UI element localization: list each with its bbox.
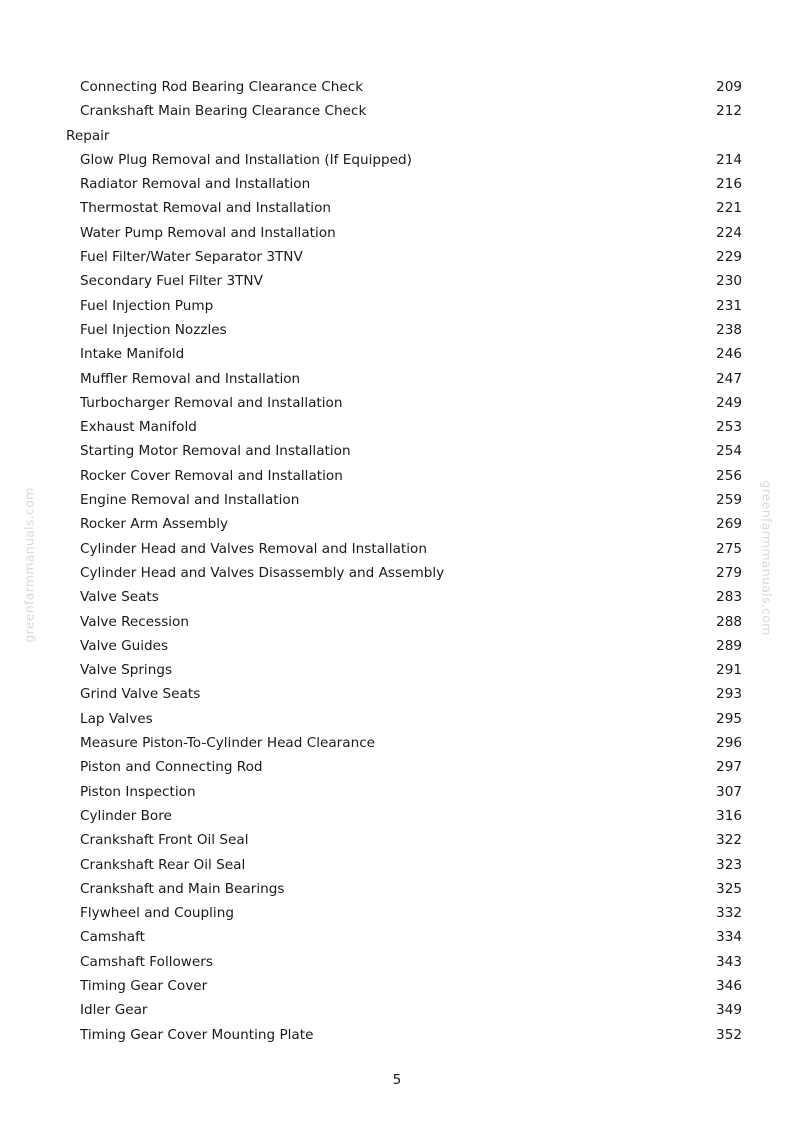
toc-entry-page: 289 [716,637,742,654]
toc-entry-title: Valve Recession [80,613,189,630]
toc-entry-page: 253 [716,419,742,436]
toc-entry[interactable] [0,998,794,1022]
toc-entry-title: Fuel Injection Nozzles [80,321,227,338]
toc-entry-page: 283 [716,589,742,606]
toc-entry-page: 275 [716,540,742,557]
toc-entry[interactable] [0,755,794,779]
toc-entry[interactable] [0,148,794,172]
toc-entry-title: Water Pump Removal and Installation [80,224,336,241]
toc-entry-title: Muffler Removal and Installation [80,370,301,387]
toc-entry-title: Piston Inspection [80,783,196,800]
toc-entry[interactable] [0,780,794,804]
toc-entry-page: 238 [716,321,742,338]
toc-entry-title: Thermostat Removal and Installation [80,200,331,217]
toc-entry-page: 209 [716,79,742,95]
toc-entry[interactable] [0,172,794,196]
toc-entry-title: Engine Removal and Installation [80,492,300,509]
toc-entry-page: 230 [716,273,742,290]
toc-entry[interactable] [0,877,794,901]
toc-entry[interactable] [0,512,794,536]
toc-section-heading[interactable] [0,124,794,148]
toc-entry-title: Starting Motor Removal and Installation [80,443,351,460]
toc-entry[interactable] [0,488,794,512]
toc-entry[interactable] [0,828,794,852]
toc-entry-page: 322 [716,832,742,849]
toc-entry[interactable] [0,342,794,366]
toc-entry-page: 221 [716,200,742,217]
toc-entry-page: 279 [716,564,742,581]
toc-entry[interactable] [0,901,794,925]
toc-entry[interactable] [0,221,794,245]
toc-entry[interactable] [0,707,794,731]
toc-entry-title: Glow Plug Removal and Installation (If Equipped) [80,151,412,168]
toc-entry[interactable] [0,537,794,561]
toc-entry-page: 216 [716,176,742,193]
toc-entry-page: 332 [716,905,742,922]
toc-entry[interactable] [0,367,794,391]
toc-entry-page: 325 [716,880,742,897]
toc-entry-page: 212 [716,103,742,120]
toc-entry-page: 346 [716,977,742,994]
toc-entry-page: 323 [716,856,742,873]
toc-entry-title: Piston and Connecting Rod [80,759,263,776]
toc-entry-title: Crankshaft Rear Oil Seal [80,856,246,873]
toc-entry-page: 343 [716,953,742,970]
toc-entry-page: 269 [716,516,742,533]
toc-entry[interactable] [0,853,794,877]
toc-entry-page: 307 [716,783,742,800]
toc-entry-title: Rocker Arm Assembly [80,516,229,533]
toc-entry-page: 316 [716,807,742,824]
toc-entry[interactable] [0,99,794,123]
toc-entry-title: Exhaust Manifold [80,419,197,436]
toc-entry-title: Cylinder Bore [80,807,172,824]
watermark-right: greenfarmmanuals.com [759,480,775,636]
page-number: 5 [392,1072,402,1088]
toc-entry-title: Timing Gear Cover [80,977,208,994]
toc-entry-page: 297 [716,759,742,776]
toc-entry[interactable] [0,464,794,488]
toc-entry-page: 229 [716,249,742,266]
toc-entry-page: 291 [716,662,742,679]
toc-entry[interactable] [0,585,794,609]
toc-entry-page: 256 [716,467,742,484]
toc-entry-title: Camshaft [80,929,145,946]
table-of-contents [0,75,794,1047]
toc-entry[interactable] [0,318,794,342]
toc-entry-title: Camshaft Followers [80,953,213,970]
toc-entry-title: Turbocharger Removal and Installation [80,394,343,411]
toc-entry[interactable] [0,731,794,755]
toc-entry-page: 295 [716,710,742,727]
toc-entry[interactable] [0,561,794,585]
toc-entry[interactable] [0,294,794,318]
toc-entry-title: Cylinder Head and Valves Disassembly and Assembly [80,564,445,581]
toc-entry-page: 296 [716,735,742,752]
toc-entry-title: Cylinder Head and Valves Removal and Installation [80,540,427,557]
toc-entry[interactable] [0,682,794,706]
toc-entry-title: Rocker Cover Removal and Installation [80,467,343,484]
toc-entry-page: 293 [716,686,742,703]
toc-entry-page: 259 [716,492,742,509]
toc-entry[interactable] [0,974,794,998]
toc-block-repair [0,148,794,1047]
toc-entry[interactable] [0,658,794,682]
toc-entry-title: Valve Springs [80,662,173,679]
toc-entry-page: 249 [716,394,742,411]
toc-entry-title: Measure Piston-To-Cylinder Head Clearance [80,735,376,752]
toc-section-title: Repair [66,127,110,144]
toc-entry[interactable] [0,391,794,415]
toc-entry-page: 334 [716,929,742,946]
toc-entry-title: Intake Manifold [80,346,185,363]
toc-entry-title: Fuel Filter/Water Separator 3TNV [80,249,303,266]
toc-entry-title: Crankshaft Main Bearing Clearance Check [80,103,367,120]
watermark-left: greenfarmmanuals.com [21,487,37,643]
toc-entry-title: Crankshaft Front Oil Seal [80,832,249,849]
toc-entry-title: Flywheel and Coupling [80,905,234,922]
toc-entry-title: Grind Valve Seats [80,686,201,703]
toc-entry[interactable] [0,75,794,99]
toc-entry[interactable] [0,439,794,463]
toc-entry[interactable] [0,269,794,293]
toc-entry-page: 288 [716,613,742,630]
toc-entry-title: Lap Valves [80,710,153,727]
toc-entry-title: Radiator Removal and Installation [80,176,311,193]
toc-entry-page: 231 [716,297,742,314]
toc-entry-title: Fuel Injection Pump [80,297,214,314]
toc-entry[interactable] [0,415,794,439]
toc-entry-page: 246 [716,346,742,363]
toc-entry-title: Crankshaft and Main Bearings [80,880,285,897]
toc-entry[interactable] [0,925,794,949]
toc-entry[interactable] [0,950,794,974]
toc-entry-title: Valve Seats [80,589,159,606]
toc-entry-title: Connecting Rod Bearing Clearance Check [80,79,364,95]
toc-entry[interactable] [0,610,794,634]
toc-entry-title: Idler Gear [80,1002,148,1019]
toc-entry-title: Timing Gear Cover Mounting Plate [80,1026,314,1043]
toc-entry-page: 352 [716,1026,742,1043]
toc-entry[interactable] [0,196,794,220]
toc-entry-title: Valve Guides [80,637,169,654]
toc-entry[interactable] [0,245,794,269]
toc-entry-page: 224 [716,224,742,241]
toc-block-before-repair [0,75,794,124]
toc-entry-title: Secondary Fuel Filter 3TNV [80,273,263,290]
toc-entry-page: 214 [716,151,742,168]
toc-entry[interactable] [0,1023,794,1047]
toc-entry-page: 349 [716,1002,742,1019]
toc-entry[interactable] [0,634,794,658]
toc-entry[interactable] [0,804,794,828]
toc-entry-page: 247 [716,370,742,387]
toc-entry-page: 254 [716,443,742,460]
